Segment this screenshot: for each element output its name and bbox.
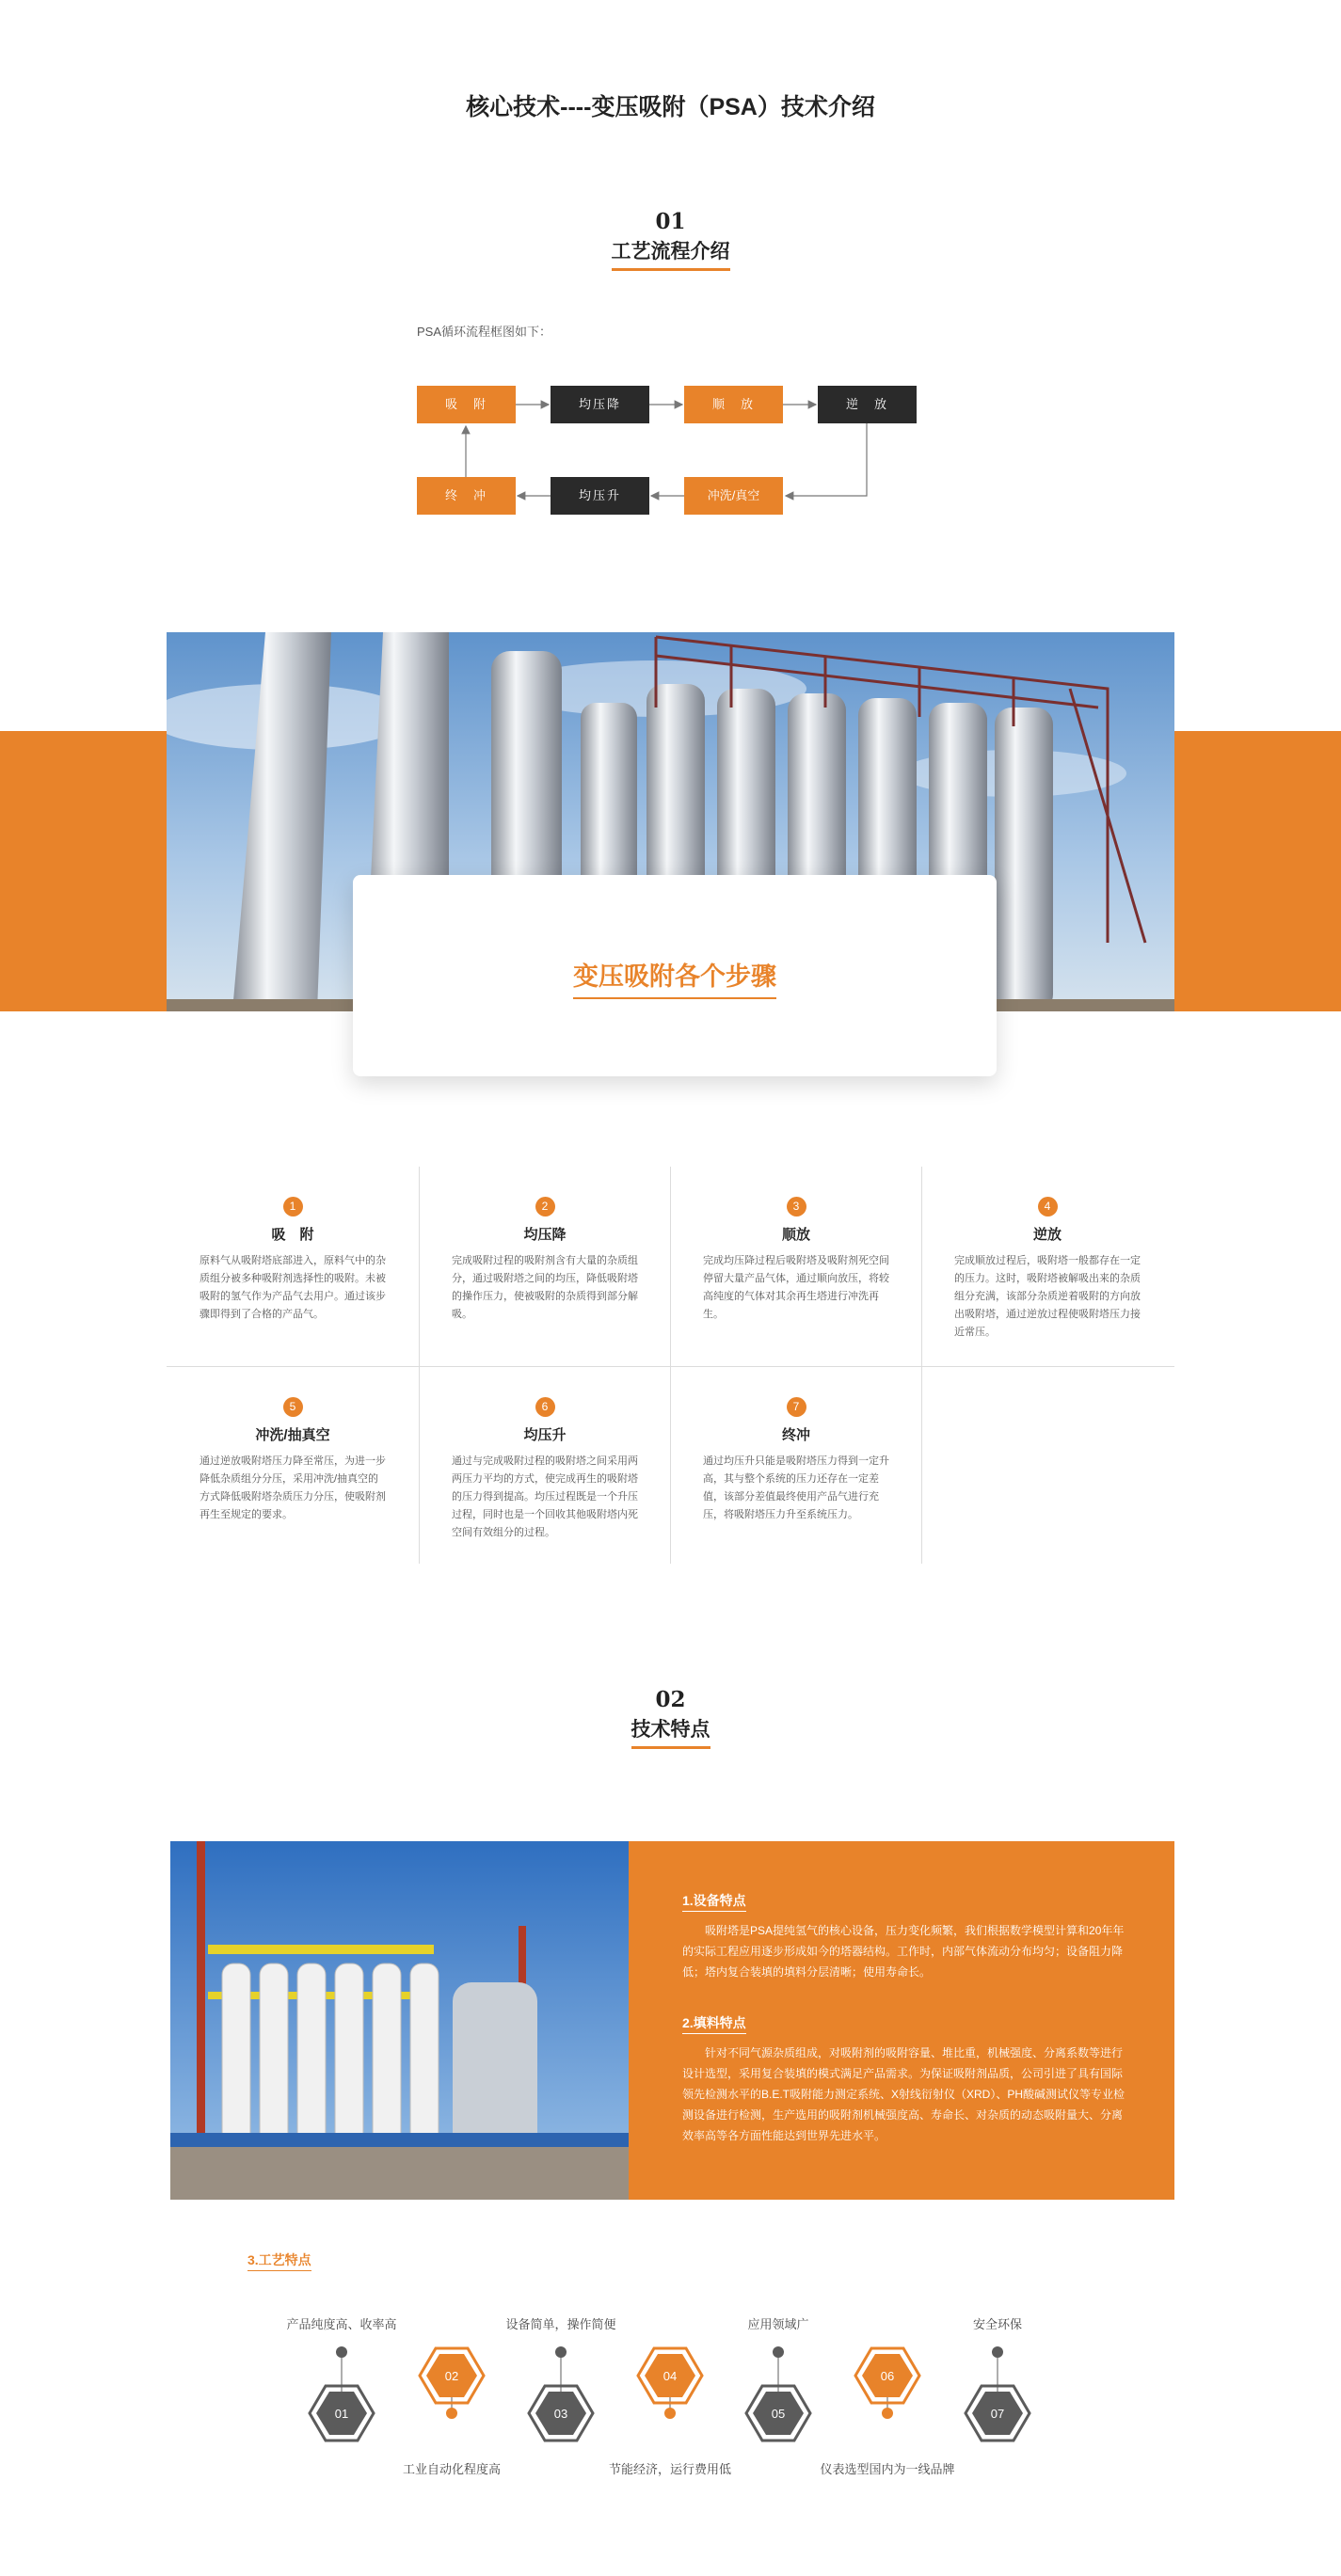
step-number-badge: 7 <box>787 1397 806 1417</box>
flow-connectors <box>0 0 1341 564</box>
feature-description: 针对不同气源杂质组成，对吸附剂的吸附容量、堆比重，机械强度、分离系数等进行设计选型，采用复合装填的模式满足产品需求。为保证吸附剂品质，公司引进了具有国际领先检测水平的B.E.T吸附能力测定系统、X射线衍射仪（XRD）、PH酸碱测试仪等专业检测设备进行检测，生产选用的吸附剂机械强度高、寿命长、对杂质的动态吸附量大、分离效率高等各方面性能达到世界先进水平。 <box>682 2046 1125 2142</box>
hex-label: 04 <box>663 2369 678 2383</box>
grid-divider <box>167 1366 1174 1367</box>
step-number-badge: 2 <box>535 1197 555 1216</box>
hex-label: 02 <box>444 2369 459 2383</box>
step-item <box>419 1397 671 1542</box>
step-number-badge: 4 <box>1038 1197 1058 1216</box>
step-title: 吸 附 <box>271 1227 314 1243</box>
hex-label: 06 <box>880 2369 895 2383</box>
section-title: 工艺流程介绍 <box>612 236 730 271</box>
steps-banner-card <box>353 875 997 1076</box>
step-number-badge: 6 <box>535 1397 555 1417</box>
section-title: 技术特点 <box>631 1714 710 1749</box>
step-item <box>670 1397 922 1524</box>
banner-title: 变压吸附各个步骤 <box>573 956 776 999</box>
step-description: 通过逆放吸附塔压力降至常压，为进一步降低杂质组分分压，采用冲洗/抽真空的方式降低吸附塔杂质压力分压，使吸附剂再生至规定的要求。 <box>200 1455 386 1520</box>
step-item <box>167 1397 419 1524</box>
flow-box-pressure-equalization-down: 均压降 <box>551 386 649 423</box>
flow-box-adsorption: 吸 附 <box>417 386 516 423</box>
flow-box-final-pressurization: 终 冲 <box>417 477 516 515</box>
step-title: 终冲 <box>781 1427 810 1443</box>
step-description: 原料气从吸附塔底部进入，原料气中的杂质组分被多种吸附剂选择性的吸附。未被吸附的氢气作为产品气去用户。通过该步骤即得到了合格的产品气。 <box>200 1255 386 1320</box>
step-item <box>419 1197 671 1324</box>
main-title-text: 核心技术----变压吸附（PSA）技术介绍 <box>466 94 875 120</box>
features-panel <box>629 1841 1174 2200</box>
process-features-title: 3.工艺特点 <box>247 2250 311 2271</box>
section-number: 02 <box>655 1687 686 1712</box>
step-description: 完成均压降过程后吸附塔及吸附剂死空间停留大量产品气体，通过顺向放压，将较高纯度的气体对其余再生塔进行冲洗再生。 <box>703 1255 889 1320</box>
flow-box-cocurrent-depressurization: 顺 放 <box>684 386 783 423</box>
step-number-badge: 1 <box>283 1197 303 1216</box>
process-label: 节能经济，运行费用低 <box>608 2462 731 2476</box>
flow-intro: PSA循环流程框图如下： <box>417 325 552 339</box>
hex-label: 07 <box>990 2407 1005 2421</box>
step-title: 逆放 <box>1032 1227 1062 1243</box>
hex-label: 03 <box>553 2407 568 2421</box>
step-title: 均压升 <box>523 1427 567 1443</box>
section-heading-02 <box>0 1687 1341 1749</box>
feature-description: 吸附塔是PSA提纯氢气的核心设备，压力变化频繁，我们根据数学模型计算和20年年的实际工程应用逐步形成如今的塔器结构。工作时，内部气体流动分布均匀；设备阻力降低；塔内复合装填的填料分层清晰；使用寿命长。 <box>682 1924 1125 1979</box>
step-description: 通过均压升只能是吸附塔压力得到一定升高，其与整个系统的压力还存在一定差值，该部分差值最终使用产品气进行充压，将吸附塔压力升至系统压力。 <box>703 1455 889 1520</box>
process-label: 工业自动化程度高 <box>402 2462 501 2476</box>
process-label: 产品纯度高、收率高 <box>286 2317 397 2331</box>
process-label: 设备简单，操作简便 <box>505 2317 616 2331</box>
hex-label: 01 <box>334 2407 349 2421</box>
step-number-badge: 5 <box>283 1397 303 1417</box>
process-label: 仪表选型国内为一线品牌 <box>820 2462 955 2476</box>
step-number-badge: 3 <box>787 1197 806 1216</box>
flow-box-pressure-equalization-up: 均压升 <box>551 477 649 515</box>
step-title: 顺放 <box>781 1227 810 1243</box>
step-title: 均压降 <box>523 1227 567 1243</box>
flow-box-countercurrent-depressurization: 逆 放 <box>818 386 917 423</box>
section-number: 01 <box>655 209 686 234</box>
step-item <box>670 1197 922 1324</box>
process-label: 应用领域广 <box>747 2317 809 2331</box>
process-label: 安全环保 <box>972 2317 1022 2331</box>
hex-label: 05 <box>771 2407 786 2421</box>
step-title: 冲洗/抽真空 <box>255 1427 330 1443</box>
step-item <box>921 1197 1173 1342</box>
step-description: 完成吸附过程的吸附剂含有大量的杂质组分，通过吸附塔之间的均压，降低吸附塔的操作压力，使被吸附的杂质得到部分解吸。 <box>452 1255 638 1320</box>
flow-box-purge-vacuum: 冲洗/真空 <box>684 477 783 515</box>
step-item <box>167 1197 419 1324</box>
plant-photo <box>170 1841 629 2200</box>
process-hex-diagram <box>0 2296 1341 2474</box>
step-description: 完成顺放过程后，吸附塔一般都存在一定的压力。这时，吸附塔被解吸出来的杂质组分充满，该部分杂质逆着吸附的方向放出吸附塔，通过逆放过程使吸附塔压力接近常压。 <box>954 1255 1141 1338</box>
feature-title: 2.填料特点 <box>682 2013 746 2034</box>
step-description: 通过与完成吸附过程的吸附塔之间采用两两压力平均的方式，使完成再生的吸附塔的压力得到提高。均压过程既是一个升压过程，同时也是一个回收其他吸附塔内死空间有效组分的过程。 <box>452 1455 638 1538</box>
feature-title: 1.设备特点 <box>682 1891 746 1912</box>
